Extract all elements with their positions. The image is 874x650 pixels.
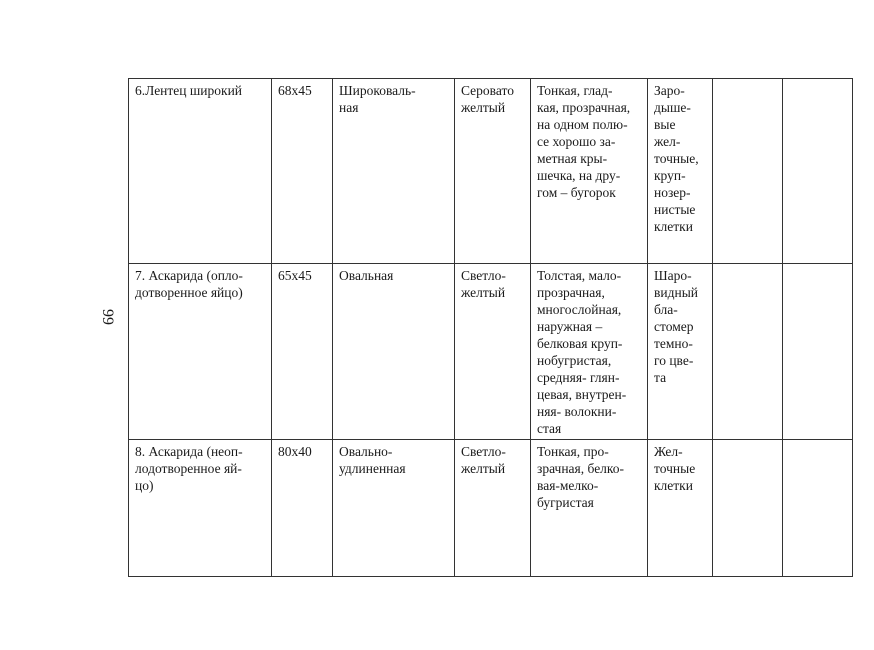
cell-shape: Овально- удлиненная bbox=[333, 440, 455, 577]
cell-color: Серовато желтый bbox=[455, 79, 531, 264]
cell-extra-1 bbox=[713, 79, 783, 264]
cell-extra-2 bbox=[783, 440, 853, 577]
cell-size: 65х45 bbox=[272, 264, 333, 440]
table-row bbox=[129, 264, 853, 440]
cell-extra-1 bbox=[713, 264, 783, 440]
cell-name: 6.Лентец широкий bbox=[129, 79, 272, 264]
cell-shell: Тонкая, глад- кая, прозрачная, на одном полю- се хорошо за- метная кры- шечка, на дру- гом – бугорок bbox=[531, 79, 648, 264]
table-row bbox=[129, 440, 853, 577]
cell-name: 8. Аскарида (неоп- лодотворенное яй- цо) bbox=[129, 440, 272, 577]
page-number: 99 bbox=[99, 309, 116, 325]
cell-shape: Широковаль- ная bbox=[333, 79, 455, 264]
cell-extra-2 bbox=[783, 79, 853, 264]
cell-extra-2 bbox=[783, 264, 853, 440]
cell-name: 7. Аскарида (опло- дотворенное яйцо) bbox=[129, 264, 272, 440]
cell-shell: Тонкая, про- зрачная, белко- вая-мелко- бугристая bbox=[531, 440, 648, 577]
cell-color: Светло- желтый bbox=[455, 440, 531, 577]
cell-shell: Толстая, мало- прозрачная, многослойная, наружная – белковая круп- нобугристая, средняя- глян- цевая, внутрен- няя- волокни- стая bbox=[531, 264, 648, 440]
cell-size: 68х45 bbox=[272, 79, 333, 264]
cell-shape: Овальная bbox=[333, 264, 455, 440]
cell-extra-1 bbox=[713, 440, 783, 577]
table-row bbox=[129, 79, 853, 264]
cell-content: Шаро- видный бла- стомер темно- го цве- та bbox=[648, 264, 713, 440]
cell-content: Жел- точные клетки bbox=[648, 440, 713, 577]
cell-size: 80х40 bbox=[272, 440, 333, 577]
cell-color: Светло- желтый bbox=[455, 264, 531, 440]
cell-content: Заро- дыше- вые жел- точные, круп- нозер- нистые клетки bbox=[648, 79, 713, 264]
parasite-eggs-table bbox=[128, 78, 853, 577]
